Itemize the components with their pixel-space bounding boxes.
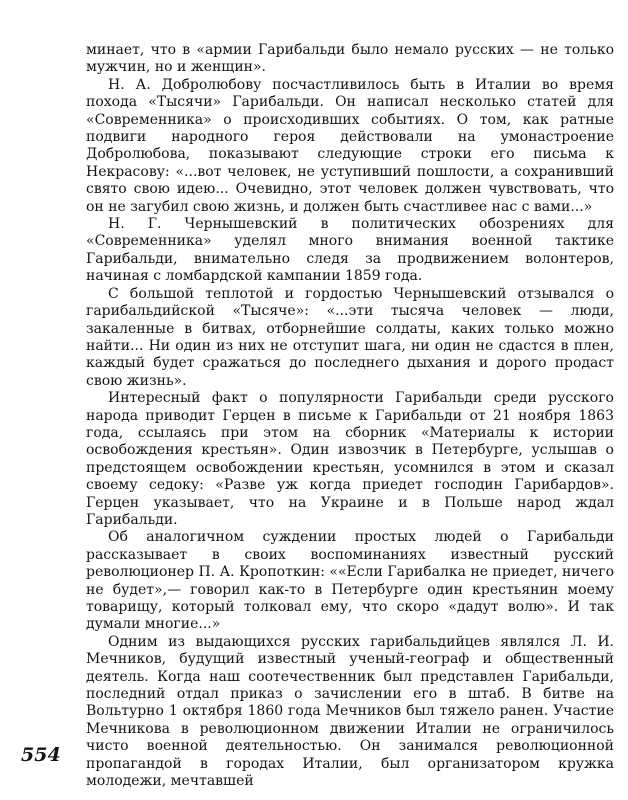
- paragraph-mechnikov: Одним из выдающихся русских гарибальдийцев являлся Л. И. Мечников, будущий известный ученый-географ и общественный деятель. Когда наш соотечественник был представлен Гарибальди, последний отдал приказ о зачислении его в штаб. В битве на Вольтурно 1 октября 1860 года Мечников был тяжело ранен. Участие Мечникова в революционном движении Италии не ограничилось чисто военной деятельностью. Он занимался революционной пропагандой в городах Италии, был организатором кружка молодежи, мечтавшей: [86, 633, 614, 790]
- paragraph-kropotkin: Об аналогичном суждении простых людей о Гарибальди рассказывает в своих воспоминаниях известный русский революционер П. А. Кропоткин: ««Если Гарибалка не приедет, ничего не будет»,— говорил как-то в Петербурге один крестьянин моему товарищу, который толковал ему, что скоро «дадут волю». И так думали многие...»: [86, 529, 614, 633]
- page-number: 554: [21, 744, 61, 766]
- paragraph-chernyshevsky-thousand: С большой теплотой и гордостью Чернышевский отзывался о гарибальдийской «Тысяче»: «...эти тысяча человек — люди, закаленные в битвах, отборнейшие солдаты, каких только можно найти... Ни один из них не отступит шага, ни один не сдастся в плен, каждый будет сражаться до последнего дыхания и дорого продаст свою жизнь».: [86, 285, 614, 389]
- paragraph-herzen: Интересный факт о популярности Гарибальди среди русского народа приводит Герцен в письме к Гарибальди от 21 ноября 1863 года, ссылаясь при этом на сборник «Материалы к истории освобождения крестьян». Один извозчик в Петербурге, услышав о предстоящем освобождении крестьян, усомнился в этом и сказал своему седоку: «Разве уж когда приедет господин Гарибардов». Герцен указывает, что на Украине и в Польше народ ждал Гарибальди.: [86, 390, 614, 528]
- paragraph-chernyshevsky-reviews: Н. Г. Чернышевский в политических обозрениях для «Современника» уделял много внимания военной тактике Гарибальди, внимательно следя за продвижением волонтеров, начиная с ломбардской кампании 1859 года.: [86, 216, 614, 285]
- paragraph-continuation: минает, что в «армии Гарибальди было немало русских — не только мужчин, но и женщин».: [86, 42, 614, 76]
- paragraph-dobrolyubov: Н. А. Добролюбову посчастливилось быть в Италии во время похода «Тысячи» Гарибальди. Он написал несколько статей для «Современника» о происходивших событиях. О том, как ратные подвиги народного героя действовали на умонастроение Добролюбова, показывают следующие строки его письма к Некрасову: «...вот человек, не уступивший пошлости, а сохранивший свято свою идею... Очевидно, этот человек должен чувствовать, что он не загубил свою жизнь, и должен быть счастливее нас с вами...»: [86, 76, 614, 215]
- body-text: [86, 42, 614, 790]
